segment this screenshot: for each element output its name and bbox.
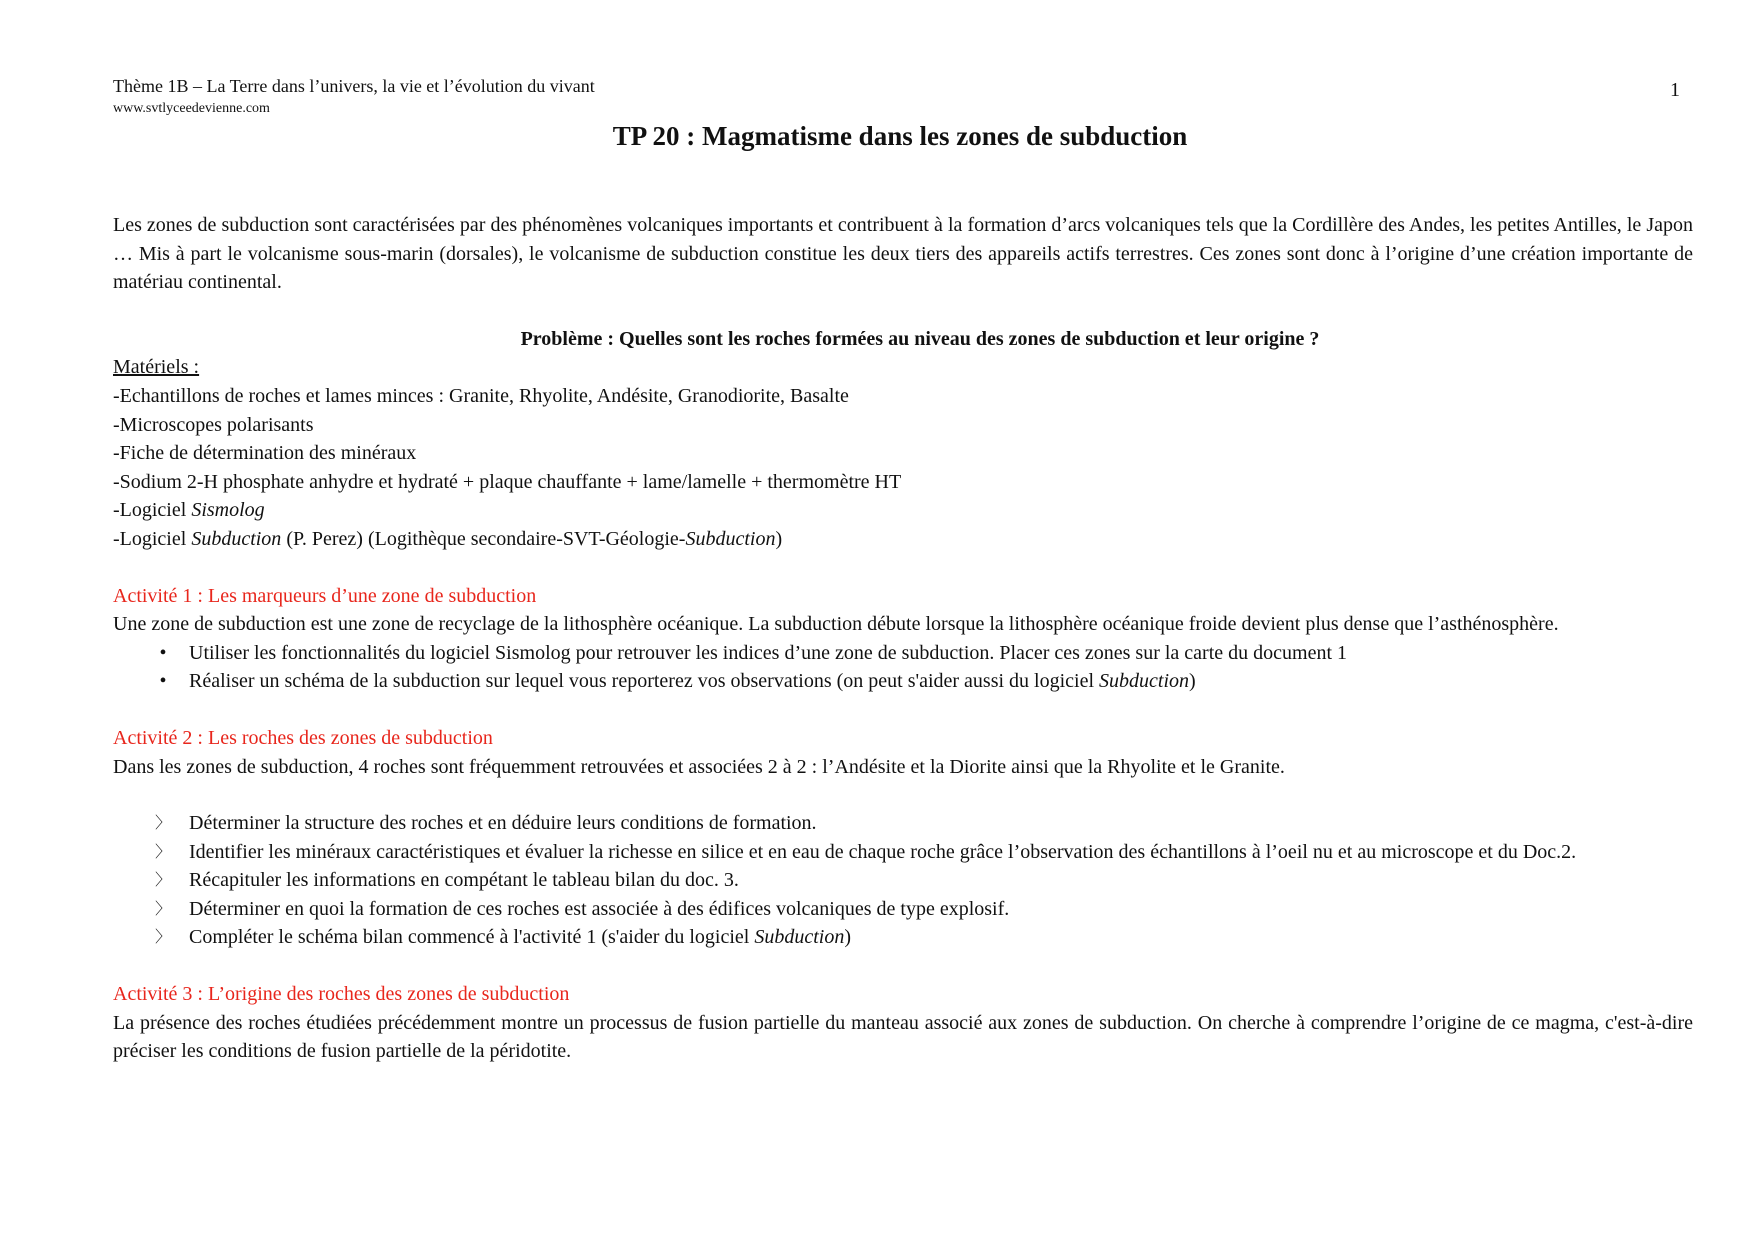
materials-item: -Sodium 2-H phosphate anhydre et hydraté + plaque chauffante + lame/lamelle + thermomètre HT <box>113 470 902 493</box>
list-item-suffix: ) <box>1189 670 1196 693</box>
materials-item-sismolog <box>113 496 1693 525</box>
activity-1-bullets <box>113 639 1693 696</box>
page-number: 1 <box>1670 79 1680 101</box>
problem-statement: Problème : Quelles sont les roches formées au niveau des zones de subduction et leur origine ? <box>520 327 1320 350</box>
chevron-right-icon: 〉 <box>154 841 171 861</box>
activity-2-title: Activité 2 : Les roches des zones de subduction <box>113 726 493 749</box>
materials-heading: Matériels : <box>113 356 200 379</box>
list-item <box>113 923 1693 952</box>
intro-paragraph: Les zones de subduction sont caractérisées par des phénomènes volcaniques importants et contribuent à la formation d’arcs volcaniques tels que la Cordillère des Andes, les petites Antilles, le Japon … Mis à part le volcanisme sous-marin (dorsales), le volcanisme de subduction constitue les deux tiers des appareils actifs terrestres. Ces zones sont donc à l’origine d’une création importante de matériau continental. <box>113 214 1693 294</box>
activity-1-section <box>113 582 1693 696</box>
activity-1-text: Une zone de subduction est une zone de recyclage de la lithosphère océanique. La subduction débute lorsque la lithosphère océanique froide devient plus dense que l’asthénosphère. <box>113 613 1559 636</box>
header-theme: Thème 1B – La Terre dans l’univers, la vie et l’évolution du vivant <box>113 76 595 96</box>
materials-item: -Echantillons de roches et lames minces : Granite, Rhyolite, Andésite, Granodiorite, Basalte <box>113 384 849 407</box>
list-item-text: Déterminer en quoi la formation de ces roches est associée à des édifices volcaniques de type explosif. <box>189 897 1010 920</box>
chevron-right-icon: 〉 <box>154 898 171 918</box>
materials-section <box>113 353 1693 553</box>
logiciel-suffix: ) <box>775 527 783 550</box>
page-title: TP 20 : Magmatisme dans les zones de subduction <box>612 121 1188 151</box>
chevron-right-icon: 〉 <box>154 870 171 890</box>
list-item-text: Identifier les minéraux caractéristiques et évaluer la richesse en silice et en eau de chaque roche grâce l’observation des échantillons à l’oeil nu et au microscope et du Doc.2. <box>189 840 1577 863</box>
activity-2-text: Dans les zones de subduction, 4 roches sont fréquemment retrouvées et associées 2 à 2 : l’Andésite et la Diorite ainsi que la Rhyolite et le Granite. <box>113 755 1285 778</box>
list-item <box>113 639 1693 668</box>
activity-3-section <box>113 980 1693 1066</box>
materials-item: -Fiche de détermination des minéraux <box>113 442 417 465</box>
list-item-text: Utiliser les fonctionnalités du logiciel Sismolog pour retrouver les indices d’une zone de subduction. Placer ces zones sur la carte du document 1 <box>189 641 1348 664</box>
logiciel-name: Subduction <box>191 527 282 550</box>
document-body <box>113 211 1693 1066</box>
materials-item-subduction <box>113 525 1693 554</box>
list-item <box>113 895 1693 924</box>
logiciel-name-2: Subduction <box>685 527 776 550</box>
list-item-text: Déterminer la structure des roches et en déduire leurs conditions de formation. <box>189 812 817 835</box>
activity-3-text: La présence des roches étudiées précédemment montre un processus de fusion partielle du manteau associé aux zones de subduction. On cherche à comprendre l’origine de ce magma, c'est-à-dire préciser les conditions de fusion partielle de la péridotite. <box>113 1011 1693 1063</box>
activity-1-title: Activité 1 : Les marqueurs d’une zone de subduction <box>113 584 537 607</box>
list-item <box>113 866 1693 895</box>
chevron-right-icon: 〉 <box>154 927 171 947</box>
list-item-italic: Subduction <box>754 926 845 949</box>
materials-item: -Microscopes polarisants <box>113 413 314 436</box>
activity-3-title: Activité 3 : L’origine des roches des zones de subduction <box>113 983 570 1006</box>
bullet-icon: • <box>159 641 167 664</box>
list-item-text: Compléter le schéma bilan commencé à l'activité 1 (s'aider du logiciel <box>189 926 755 949</box>
activity-2-section <box>113 724 1693 952</box>
logiciel-details: (P. Perez) (Logithèque secondaire-SVT-Géologie- <box>281 527 686 550</box>
list-item-italic: Subduction <box>1099 670 1190 693</box>
list-item <box>113 667 1693 696</box>
chevron-right-icon: 〉 <box>154 813 171 833</box>
header-url: www.svtlyceedevienne.com <box>113 101 270 116</box>
list-item-text: Réaliser un schéma de la subduction sur lequel vous reporterez vos observations (on peut s'aider aussi du logiciel <box>189 670 1100 693</box>
list-item <box>113 809 1693 838</box>
logiciel-name: Sismolog <box>191 499 265 522</box>
bullet-icon: • <box>159 670 167 693</box>
list-item <box>113 838 1693 867</box>
list-item-suffix: ) <box>844 926 852 949</box>
logiciel-prefix: -Logiciel <box>113 499 192 522</box>
activity-2-list <box>113 809 1693 952</box>
list-item-text: Récapituler les informations en compétant le tableau bilan du doc. 3. <box>189 869 739 892</box>
logiciel-prefix: -Logiciel <box>113 527 192 550</box>
